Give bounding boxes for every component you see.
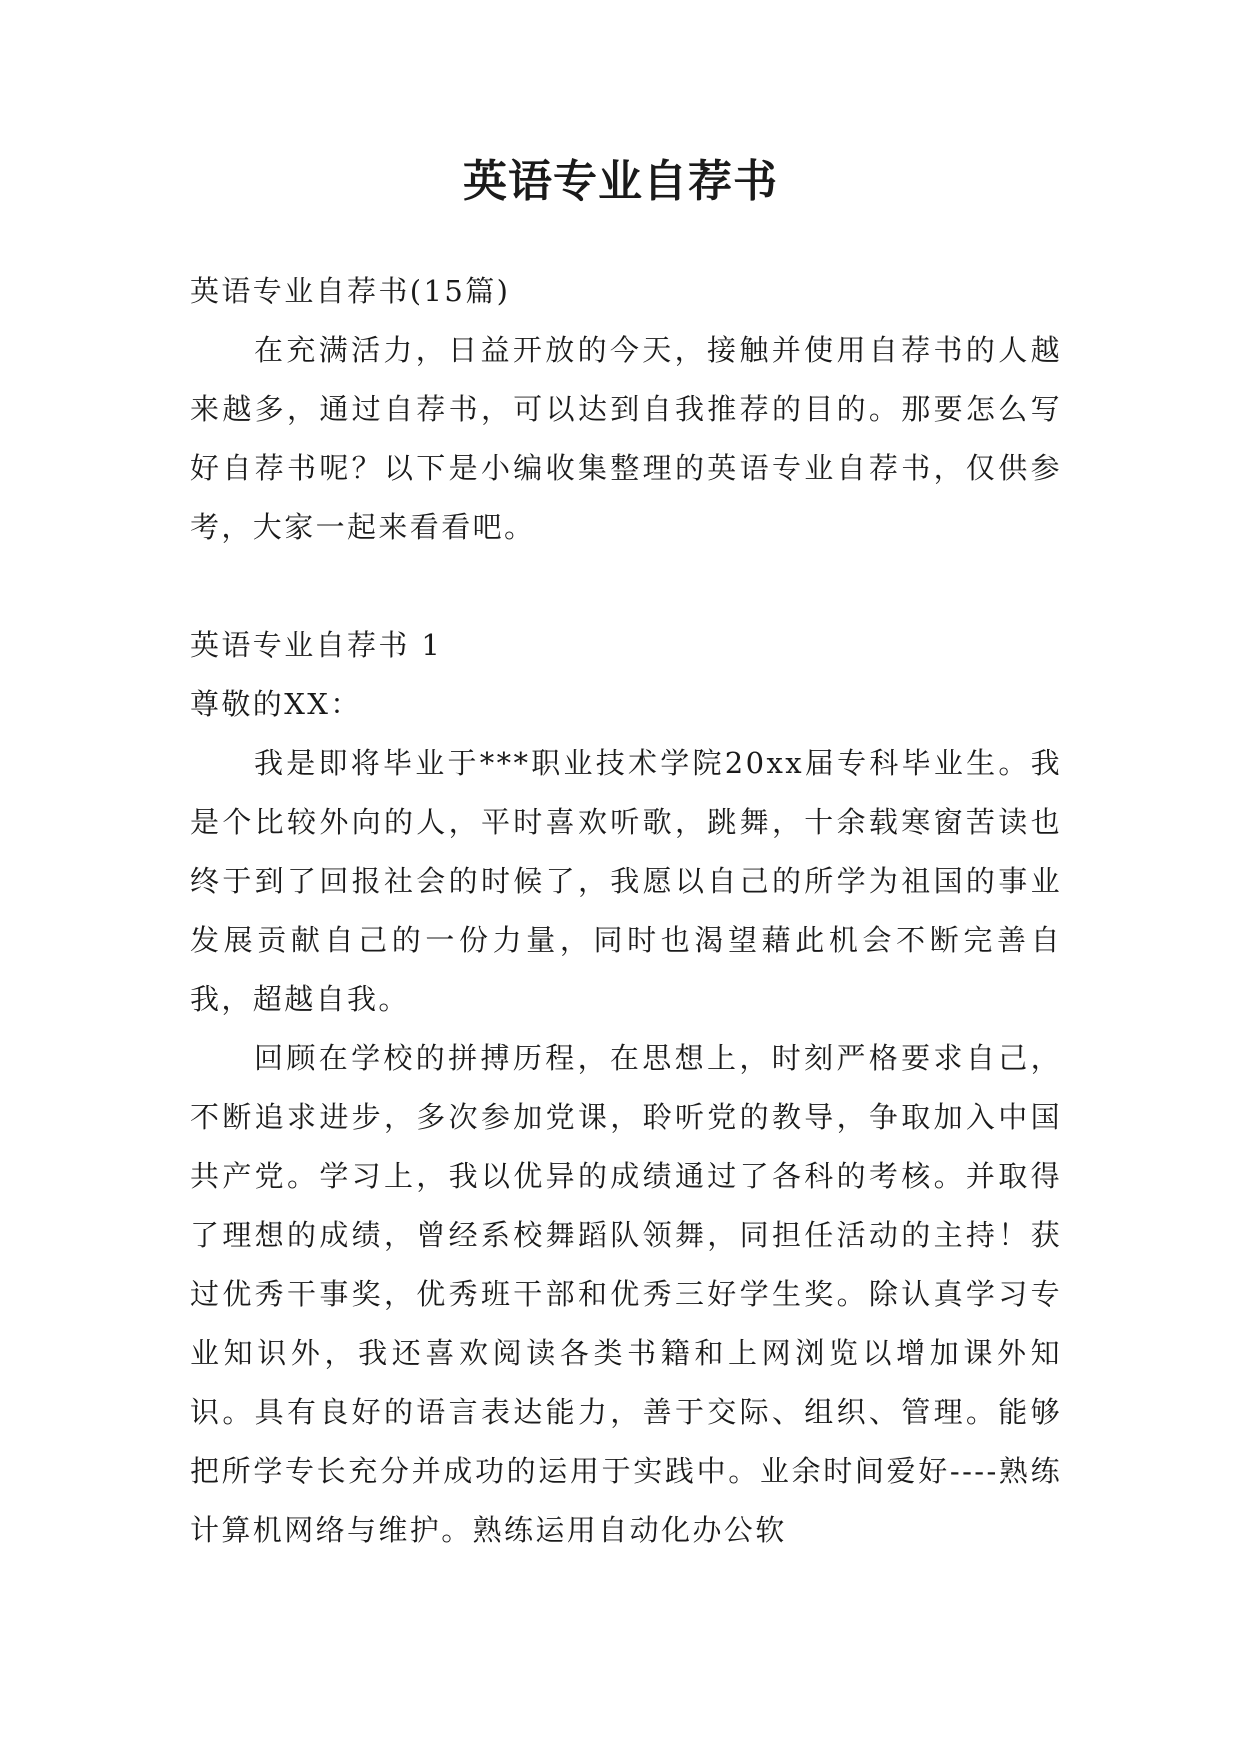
- salutation: 尊敬的XX：: [190, 687, 362, 721]
- document-title: 英语专业自荐书: [463, 156, 778, 207]
- body-paragraph: 回顾在学校的拼搏历程，在思想上，时刻严格要求自己，不断追求进步，多次参加党课，聆听党的教导，争取加入中国共产党。学习上，我以优异的成绩通过了各科的考核。并取得了理想的成绩，曾经系校舞蹈队领舞，同担任活动的主持！获过优秀干事奖，优秀班干部和优秀三好学生奖。除认真学习专业知识外，我还喜欢阅读各类书籍和上网浏览以增加课外知识。具有良好的语言表达能力，善于交际、组织、管理。能够把所学专长充分并成功的运用于实践中。业余时间爱好----熟练计算机网络与维护。熟练运用自动化办公软: [190, 1041, 1062, 1547]
- spacer: [190, 557, 1062, 616]
- body-paragraph: 我是即将毕业于***职业技术学院20xx届专科毕业生。我是个比较外向的人，平时喜欢听歌，跳舞，十余载寒窗苦读也终于到了回报社会的时候了，我愿以自己的所学为祖国的事业发展贡献自己的一份力量，同时也渴望藉此机会不断完善自我，超越自我。: [190, 746, 1062, 1016]
- document-subtitle: 英语专业自荐书(15篇): [190, 274, 511, 308]
- section-heading: 英语专业自荐书 1: [190, 628, 443, 662]
- document-body: [190, 262, 1062, 1560]
- intro-paragraph: 在充满活力，日益开放的今天，接触并使用自荐书的人越来越多，通过自荐书，可以达到自我推荐的目的。那要怎么写好自荐书呢？以下是小编收集整理的英语专业自荐书，仅供参考，大家一起来看看吧。: [190, 333, 1062, 544]
